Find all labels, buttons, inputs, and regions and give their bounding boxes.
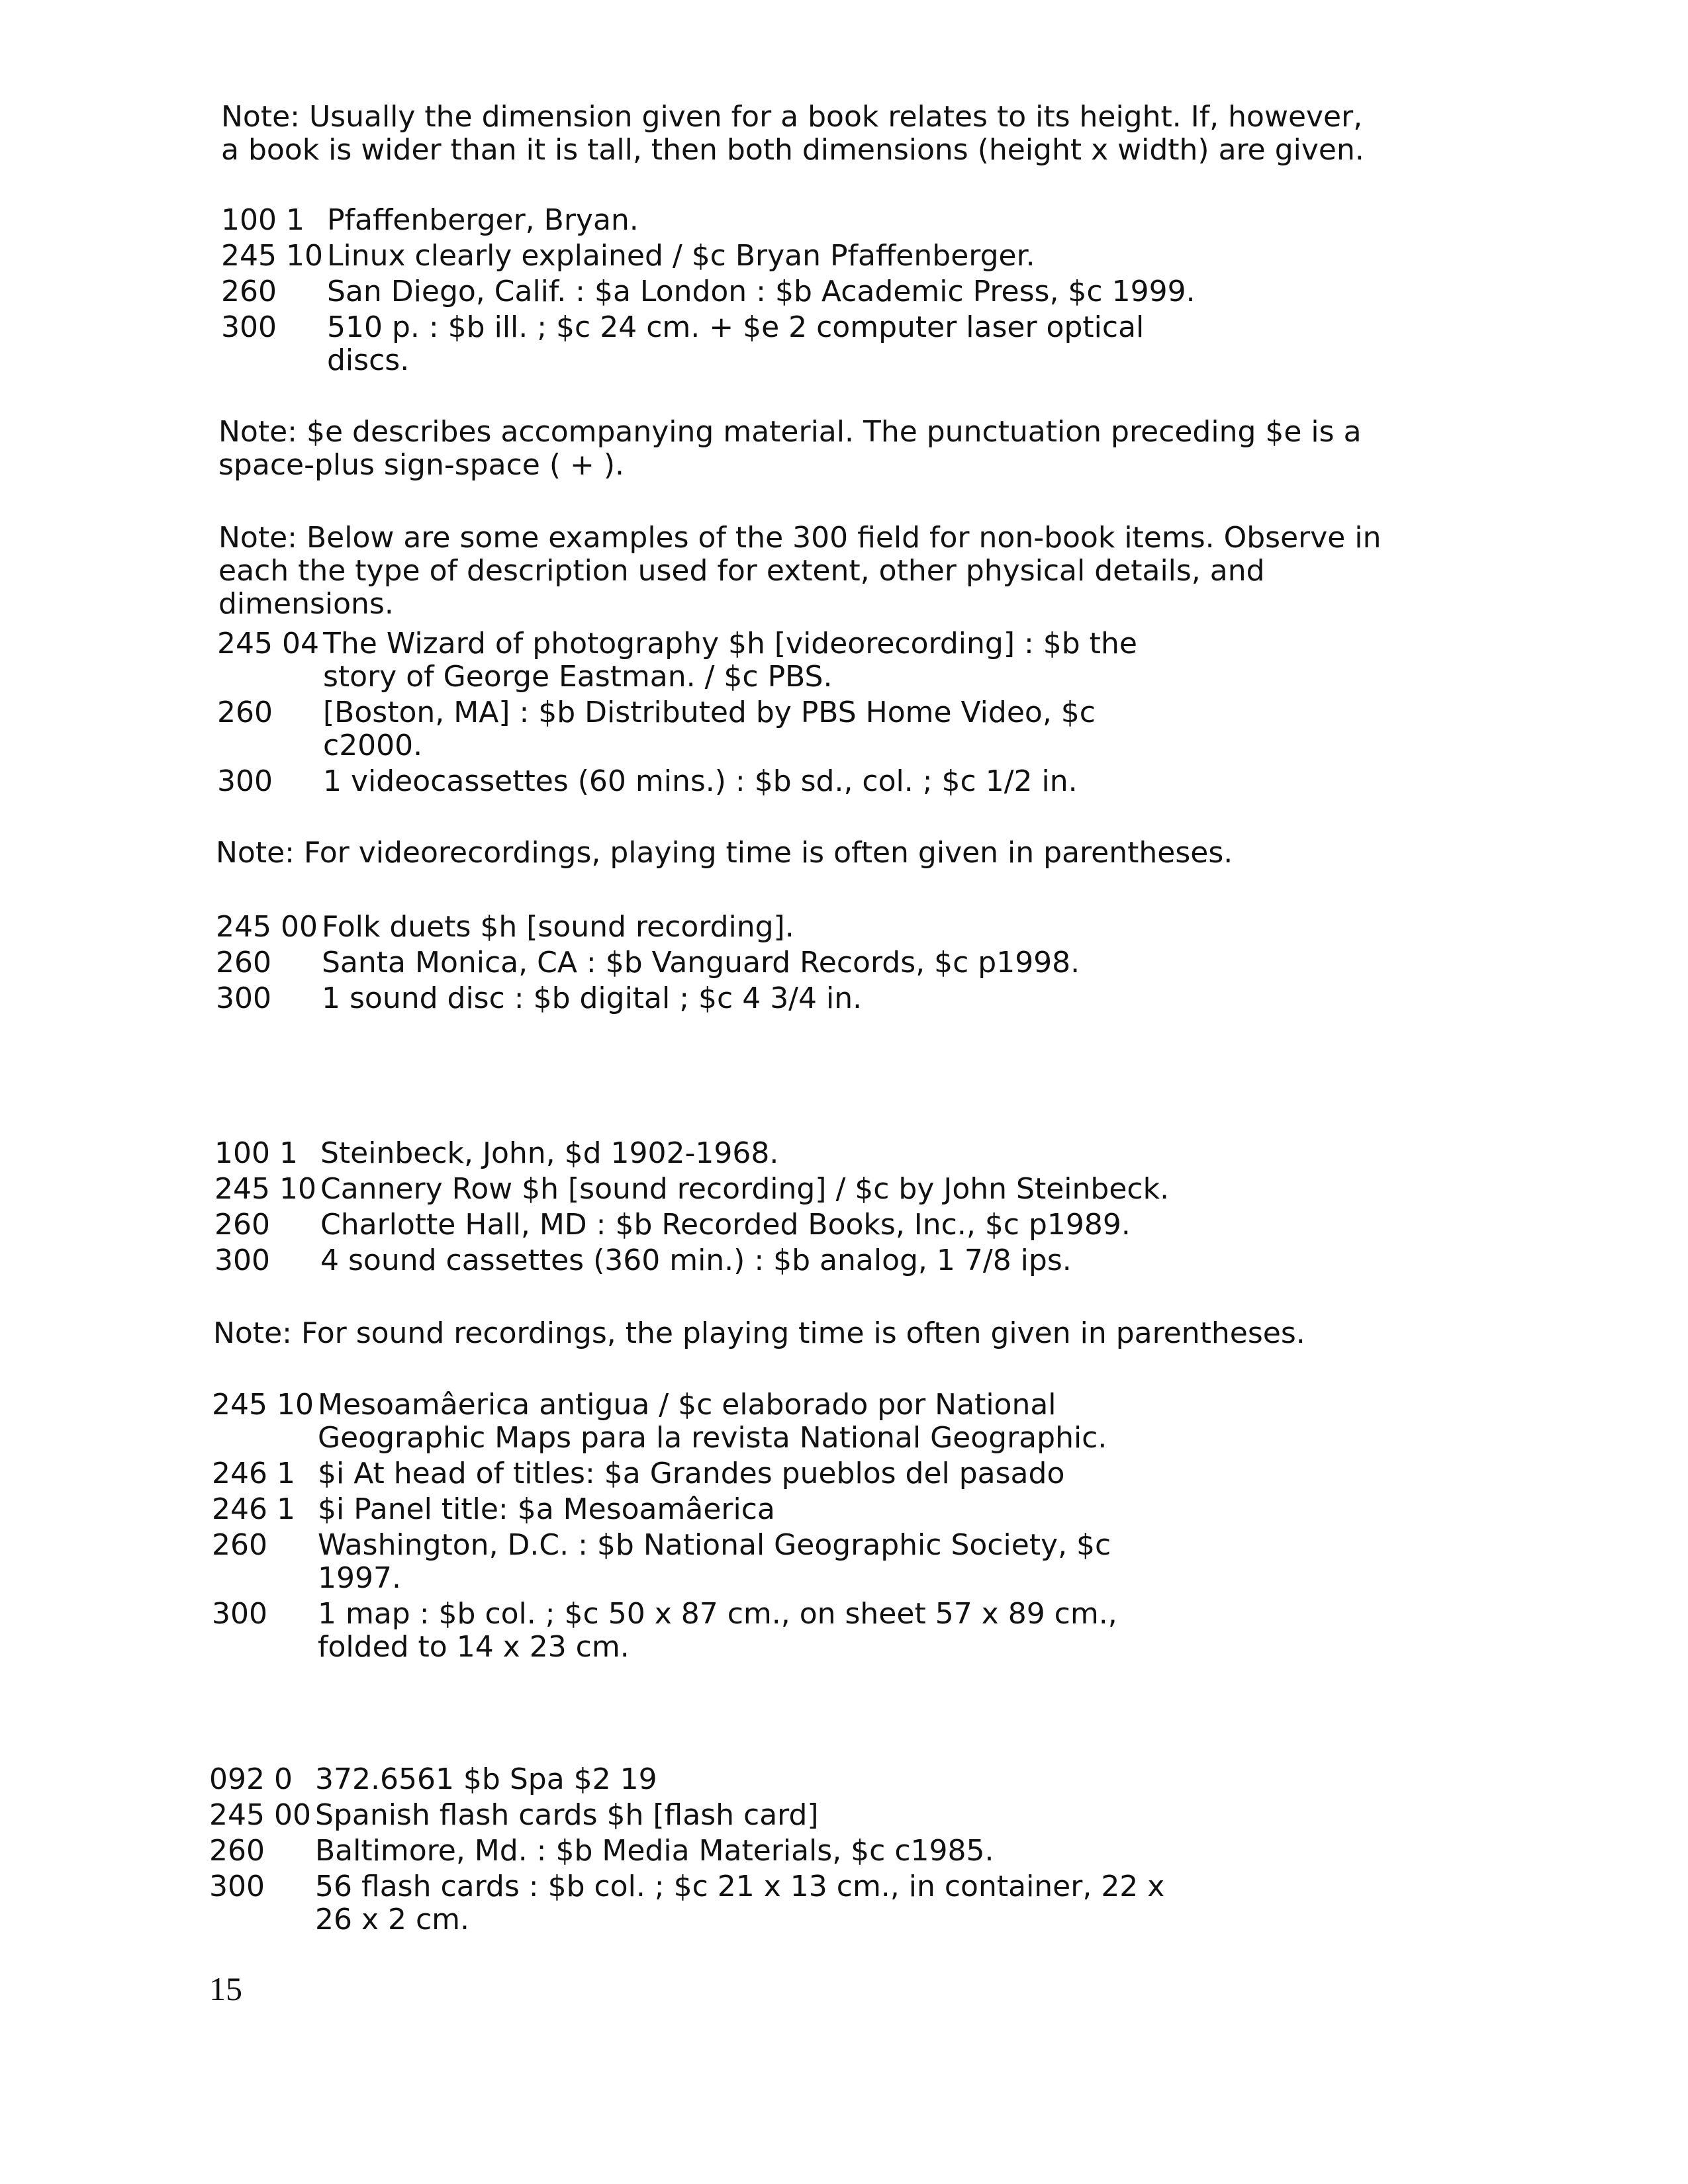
field-tag: 260: [214, 1208, 270, 1242]
field-tag: 245 10: [212, 1388, 314, 1422]
field-line: [221, 311, 1201, 377]
field-value: Pfaffenberger, Bryan.: [327, 203, 639, 237]
field-value: 372.6561 $b Spa $2 19: [315, 1762, 657, 1796]
field-line: [221, 240, 1201, 273]
field-tag: 300: [209, 1870, 265, 1903]
field-value: 1 sound disc : $b digital ; $c 4 3/4 in.: [322, 981, 863, 1015]
field-value: 1 map : $b col. ; $c 50 x 87 cm., on sheet 57 x 89 cm., folded to 14 x 23 cm.: [318, 1597, 1117, 1664]
note-nonbook: Note: Below are some examples of the 300 field for non-book items. Observe in each the type of description used for extent, other physical details, and dimensions.: [218, 521, 1382, 621]
field-line: [212, 1529, 1192, 1595]
field-tag: 300: [214, 1244, 270, 1277]
field-line: [214, 1173, 1194, 1206]
field-line: [209, 1835, 1189, 1868]
field-line: [212, 1598, 1192, 1664]
field-tag: 300: [217, 764, 273, 798]
field-value: [Boston, MA] : $b Distributed by PBS Home Video, $c c2000.: [323, 696, 1096, 762]
field-line: [217, 627, 1197, 694]
record-wizard: [217, 627, 1197, 801]
field-value: Folk duets $h [sound recording].: [322, 910, 794, 944]
record-folk: [216, 911, 1196, 1018]
field-value: Cannery Row $h [sound recording] / $c by John Steinbeck.: [320, 1172, 1170, 1206]
field-value: 1 videocassettes (60 mins.) : $b sd., col. ; $c 1/2 in.: [323, 764, 1078, 798]
field-value: 56 flash cards : $b col. ; $c 21 x 13 cm., in container, 22 x 26 x 2 cm.: [315, 1870, 1165, 1936]
field-tag: 100 1: [214, 1136, 298, 1170]
field-tag: 260: [216, 946, 271, 979]
field-tag: 245 00: [216, 910, 318, 944]
field-tag: 300: [212, 1597, 267, 1631]
field-line: [216, 982, 1196, 1015]
field-line: [209, 1799, 1189, 1832]
field-value: 510 p. : $b ill. ; $c 24 cm. + $e 2 computer laser optical discs.: [327, 310, 1145, 377]
field-value: Washington, D.C. : $b National Geographic Society, $c 1997.: [318, 1528, 1111, 1595]
field-tag: 260: [212, 1528, 267, 1562]
field-value: Baltimore, Md. : $b Media Materials, $c c1985.: [315, 1834, 994, 1868]
field-line: [214, 1137, 1194, 1170]
field-tag: 246 1: [212, 1457, 295, 1490]
field-value: 4 sound cassettes (360 min.) : $b analog, 1 7/8 ips.: [320, 1244, 1072, 1277]
field-tag: 245 10: [214, 1172, 316, 1206]
field-tag: 300: [221, 310, 277, 344]
field-tag: 246 1: [212, 1492, 295, 1526]
field-tag: 260: [209, 1834, 265, 1868]
field-line: [221, 204, 1201, 237]
field-line: [217, 696, 1197, 762]
field-value: San Diego, Calif. : $a London : $b Academic Press, $c 1999.: [327, 275, 1196, 308]
record-linux: [221, 204, 1201, 380]
field-tag: 245 00: [209, 1798, 311, 1832]
field-value: Spanish flash cards $h [flash card]: [315, 1798, 819, 1832]
field-tag: 260: [217, 696, 273, 729]
field-line: [212, 1493, 1192, 1526]
field-tag: 260: [221, 275, 277, 308]
field-tag: 092 0: [209, 1762, 293, 1796]
field-line: [216, 946, 1196, 979]
record-steinbeck: [214, 1137, 1194, 1280]
field-line: [209, 1870, 1189, 1936]
field-value: Linux clearly explained / $c Bryan Pfaffenberger.: [327, 239, 1035, 273]
field-line: [217, 765, 1197, 798]
field-value: Santa Monica, CA : $b Vanguard Records, $c p1998.: [322, 946, 1080, 979]
note-accompanying: Note: $e describes accompanying material. The punctuation preceding $e is a space-plus sign-space ( + ).: [218, 415, 1362, 482]
note-dimension: Note: Usually the dimension given for a book relates to its height. If, however, a book is wider than it is tall, then both dimensions (height x width) are given.: [221, 100, 1364, 167]
page-number: 15: [209, 1970, 242, 2007]
field-value: Mesoamâerica antigua / $c elaborado por National Geographic Maps para la revista National Geographic.: [318, 1388, 1107, 1455]
field-line: [214, 1244, 1194, 1277]
field-line: [214, 1208, 1194, 1242]
field-tag: 245 04: [217, 627, 319, 660]
field-tag: 245 10: [221, 239, 323, 273]
field-value: $i At head of titles: $a Grandes pueblos del pasado: [318, 1457, 1065, 1490]
note-video: Note: For videorecordings, playing time is often given in parentheses.: [216, 836, 1233, 870]
field-line: [221, 275, 1201, 308]
field-line: [209, 1763, 1189, 1796]
field-line: [216, 911, 1196, 944]
field-tag: 100 1: [221, 203, 305, 237]
field-line: [212, 1388, 1192, 1455]
field-line: [212, 1457, 1192, 1490]
field-value: Charlotte Hall, MD : $b Recorded Books, Inc., $c p1989.: [320, 1208, 1131, 1242]
field-value: The Wizard of photography $h [videorecording] : $b the story of George Eastman. / $c PBS.: [323, 627, 1137, 694]
record-mesoamerica: [212, 1388, 1192, 1666]
note-sound: Note: For sound recordings, the playing time is often given in parentheses.: [213, 1316, 1305, 1350]
field-value: $i Panel title: $a Mesoamâerica: [318, 1492, 775, 1526]
record-flash-cards: [209, 1763, 1189, 1939]
field-tag: 300: [216, 981, 271, 1015]
field-value: Steinbeck, John, $d 1902-1968.: [320, 1136, 779, 1170]
